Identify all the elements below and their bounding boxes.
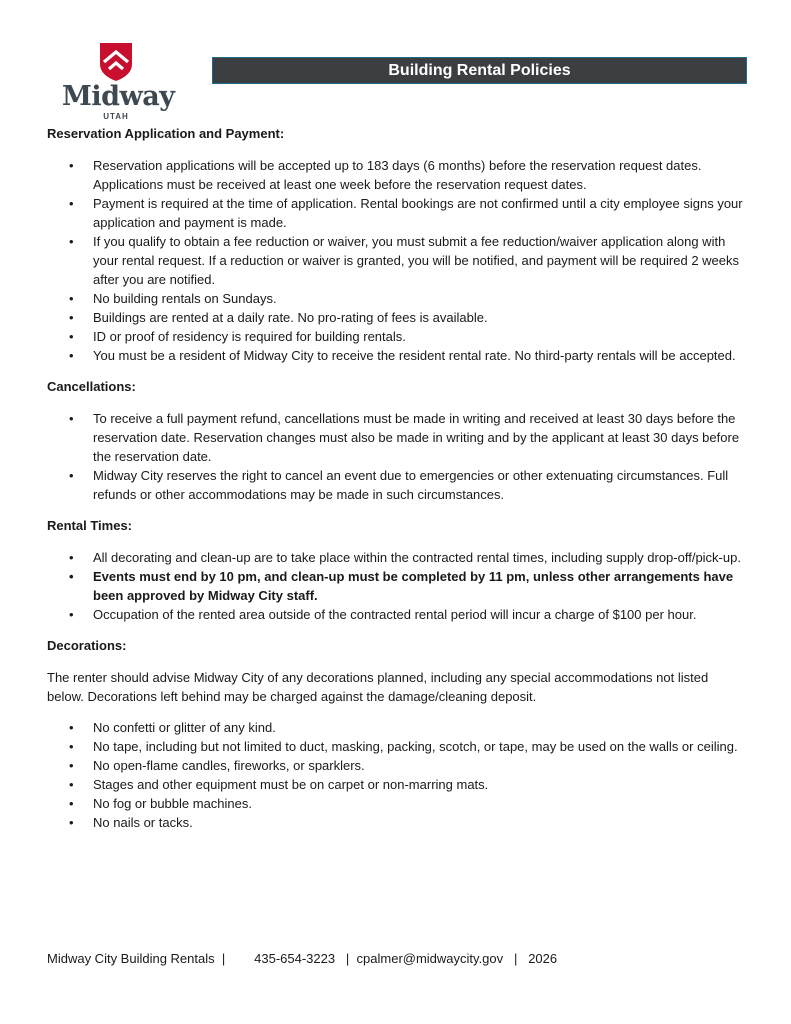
list-item: • No confetti or glitter of any kind. xyxy=(47,718,747,737)
list-item: • No open-flame candles, fireworks, or sparklers. xyxy=(47,756,747,775)
list-item: • You must be a resident of Midway City to receive the resident rental rate. No third-party rentals will be accepted. xyxy=(47,346,747,365)
logo-wordmark: Midway xyxy=(62,81,175,112)
list-item: • No fog or bubble machines. xyxy=(47,794,747,813)
shield-icon xyxy=(98,42,134,82)
policy-content xyxy=(47,124,747,844)
footer-org: Midway City Building Rentals xyxy=(47,951,215,966)
list-item: • Stages and other equipment must be on carpet or non-marring mats. xyxy=(47,775,747,794)
section-heading-cancellations: Cancellations: xyxy=(47,379,136,394)
logo-state: UTAH xyxy=(103,112,129,121)
section-heading-rental-times: Rental Times: xyxy=(47,518,133,533)
reservation-list xyxy=(47,156,747,365)
rental-times-list xyxy=(47,548,747,624)
footer-phone: 435-654-3223 xyxy=(254,951,336,966)
list-item-emphasis: • Events must end by 10 pm, and clean-up must be completed by 11 pm, unless other arrangements have been approved by Midway City staff. xyxy=(47,567,747,605)
list-item: • If you qualify to obtain a fee reduction or waiver, you must submit a fee reduction/waiver application along with your rental request. If a reduction or waiver is granted, you will be notified, and payment will be required 2 weeks after you are notified. xyxy=(47,232,747,289)
list-item: • No tape, including but not limited to duct, masking, packing, scotch, or tape, may be used on the walls or ceiling. xyxy=(47,737,747,756)
page-title: Building Rental Policies xyxy=(212,57,747,84)
page-footer: Midway City Building Rentals | 435-654-3223 | cpalmer@midwaycity.gov | 2026 xyxy=(47,951,558,966)
list-item: • No nails or tacks. xyxy=(47,813,747,832)
list-item: • To receive a full payment refund, cancellations must be made in writing and received at least 30 days before the reservation date. Reservation changes must also be made in writing and by the applicant at least 30 days before the reservation date. xyxy=(47,409,747,466)
list-item: • ID or proof of residency is required for building rentals. xyxy=(47,327,747,346)
list-item: • Midway City reserves the right to cancel an event due to emergencies or other extenuating circumstances. Full refunds or other accommodations may be made in such circumstances. xyxy=(47,466,747,504)
footer-year: 2026 xyxy=(528,951,558,966)
footer-email: cpalmer@midwaycity.gov xyxy=(356,951,504,966)
list-item: • Buildings are rented at a daily rate. No pro-rating of fees is available. xyxy=(47,308,747,327)
list-item: • Reservation applications will be accepted up to 183 days (6 months) before the reservation request dates. Applications must be received at least one week before the reservation request dates. xyxy=(47,156,747,194)
section-heading-reservation: Reservation Application and Payment: xyxy=(47,126,285,141)
decorations-list xyxy=(47,718,747,832)
midway-logo xyxy=(62,42,175,122)
list-item: • Occupation of the rented area outside of the contracted rental period will incur a charge of $100 per hour. xyxy=(47,605,747,624)
decorations-paragraph: The renter should advise Midway City of any decorations planned, including any special accommodations not listed below. Decorations left behind may be charged against the damage/cleaning deposit. xyxy=(47,670,709,704)
list-item: • All decorating and clean-up are to take place within the contracted rental times, including supply drop-off/pick-up. xyxy=(47,548,747,567)
list-item: • Payment is required at the time of application. Rental bookings are not confirmed until a city employee signs your application and payment is made. xyxy=(47,194,747,232)
cancellations-list xyxy=(47,409,747,504)
section-heading-decorations: Decorations: xyxy=(47,638,127,653)
list-item: • No building rentals on Sundays. xyxy=(47,289,747,308)
